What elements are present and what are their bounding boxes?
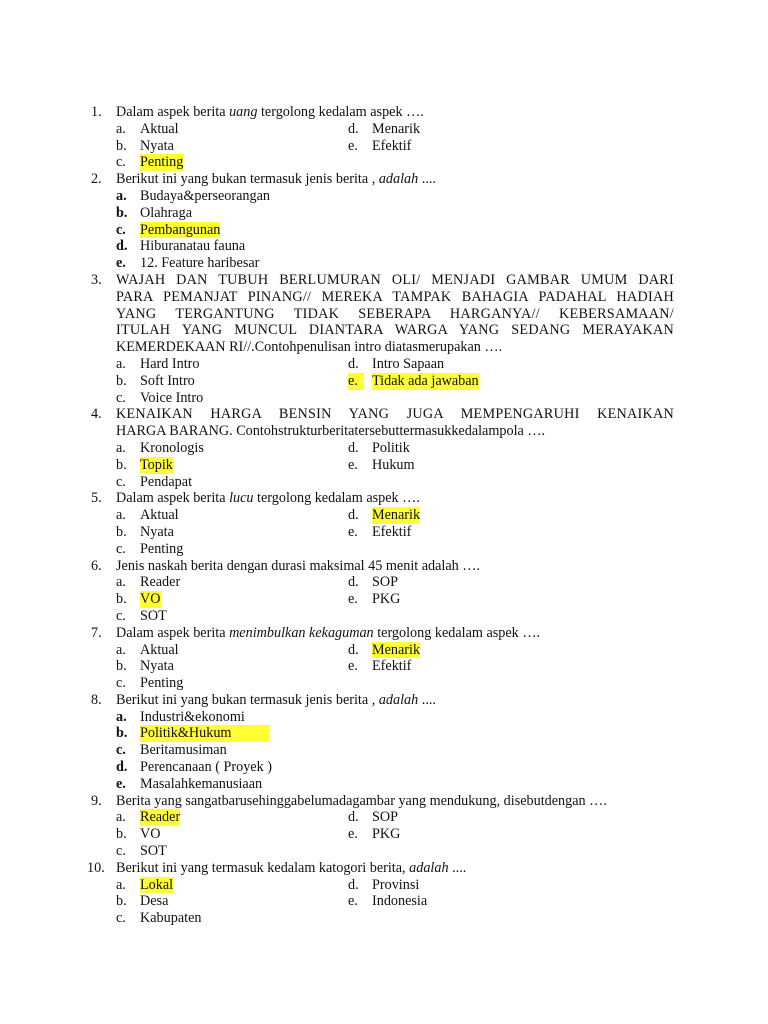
- option-letter: e.: [348, 591, 358, 608]
- options-row: [0, 877, 768, 894]
- question-1: [0, 104, 768, 121]
- option-letter: a.: [116, 355, 126, 372]
- option-letter: a.: [116, 574, 126, 591]
- question-number: 8.: [91, 691, 102, 708]
- option-letter: d.: [348, 120, 359, 137]
- question-text-part: Dalam aspek berita: [116, 104, 230, 120]
- option-text: Budaya&perseorangan: [140, 187, 271, 204]
- option-letter: b.: [116, 372, 127, 389]
- options-row: [0, 843, 768, 860]
- option-letter: a.: [116, 439, 126, 456]
- option-letter: d.: [348, 809, 359, 826]
- option-letter: d.: [348, 439, 359, 456]
- question-text: Berita yang sangatbarusehinggabelumadagambar yang mendukung, disebutdengan ….: [116, 792, 607, 809]
- question-text-row: [0, 306, 768, 323]
- options-row: [0, 541, 768, 558]
- question-text-part: menimbulkan kekaguman: [229, 624, 374, 641]
- question-2: [0, 171, 768, 188]
- question-text-row: [0, 339, 768, 356]
- option-letter: c.: [116, 540, 126, 557]
- question-text: [116, 104, 424, 121]
- option-letter: e.: [348, 893, 358, 910]
- options-row: [0, 524, 768, 541]
- option-text: Reader: [140, 574, 181, 591]
- option-text: Pendapat: [140, 473, 193, 490]
- question-9: [0, 793, 768, 810]
- question-text-line: KENAIKAN HARGA BENSIN YANG JUGA MEMPENGARUHI KENAIKAN: [116, 406, 674, 423]
- question-text-part: tergolong kedalam aspek ….: [253, 490, 420, 507]
- option-letter: b.: [116, 826, 127, 843]
- option-letter: d.: [348, 641, 359, 658]
- option-text: 12. Feature haribesar: [140, 255, 260, 272]
- options-row: [0, 205, 768, 222]
- question-8: [0, 692, 768, 709]
- option-text: SOP: [372, 574, 399, 591]
- option-text: Masalahkemanusiaan: [140, 775, 263, 792]
- question-number: 3.: [91, 271, 102, 288]
- option-text: Kronologis: [140, 439, 204, 456]
- option-text: Beritamusiman: [140, 742, 227, 759]
- option-text: Nyata: [140, 137, 174, 154]
- option-text: Menarik: [372, 120, 421, 137]
- option-letter: c.: [116, 843, 126, 860]
- option-letter: e.: [116, 255, 126, 272]
- options-row: [0, 222, 768, 239]
- question-text-row: [0, 289, 768, 306]
- highlighted-answer: Menarik: [372, 507, 421, 524]
- question-text-line: ITULAH YANG MUNCUL DIANTARA WARGA YANG SEDANG MERAYAKAN: [116, 322, 674, 339]
- options-row: [0, 809, 768, 826]
- option-letter: b.: [116, 658, 127, 675]
- question-text-line: HARGA BARANG. Contohstrukturberitatersebuttermasukkedalampola ….: [116, 423, 546, 440]
- question-text-part: Dalam aspek berita: [116, 624, 230, 641]
- question-number: 9.: [91, 792, 102, 809]
- question-text-row: [0, 423, 768, 440]
- options-row: [0, 776, 768, 793]
- options-row: [0, 742, 768, 759]
- question-number: 1.: [91, 104, 102, 120]
- option-text: PKG: [372, 591, 401, 608]
- options-row: [0, 390, 768, 407]
- question-7: [0, 625, 768, 642]
- option-text: Nyata: [140, 523, 174, 540]
- option-letter: c.: [116, 221, 126, 238]
- question-text-part: adalah: [378, 691, 419, 708]
- question-text-part: uang: [229, 104, 258, 120]
- option-letter: b.: [116, 591, 127, 608]
- question-text-part: Berikut ini yang termasuk kedalam katogori berita,: [116, 859, 410, 876]
- option-letter: c.: [116, 675, 126, 692]
- option-text: VO: [140, 826, 161, 843]
- option-letter: e.: [116, 775, 126, 792]
- question-number: 2.: [91, 171, 102, 188]
- option-text: Perencanaan ( Proyek ): [140, 759, 272, 776]
- question-text-part: adalah: [378, 171, 419, 188]
- option-text: Efektif: [372, 523, 412, 540]
- options-row: [0, 675, 768, 692]
- option-letter: b.: [116, 137, 127, 154]
- question-number: 10.: [87, 859, 105, 876]
- option-text: Indonesia: [372, 893, 428, 910]
- option-text: Provinsi: [372, 876, 420, 893]
- question-text-part: tergolong kedalam aspek ….: [373, 624, 541, 641]
- options-row: [0, 255, 768, 272]
- option-text: Nyata: [140, 658, 174, 675]
- option-text: Penting: [140, 675, 184, 692]
- question-text-part: ....: [418, 171, 436, 188]
- highlighted-answer: Tidak ada jawaban: [372, 372, 479, 389]
- option-text: Hard Intro: [140, 355, 200, 372]
- option-letter: e.: [348, 826, 358, 843]
- option-letter: d.: [348, 876, 359, 893]
- options-row: [0, 893, 768, 910]
- option-text: Efektif: [372, 658, 412, 675]
- question-text: [116, 171, 436, 188]
- question-4: [0, 406, 768, 423]
- option-letter: b.: [116, 204, 128, 221]
- question-text: [116, 692, 436, 709]
- option-text: Intro Sapaan: [372, 355, 445, 372]
- options-row: [0, 725, 768, 742]
- highlighted-answer: VO: [140, 591, 161, 608]
- option-letter: b.: [116, 725, 128, 742]
- option-text: Hukum: [372, 456, 415, 473]
- option-letter: a.: [116, 641, 126, 658]
- option-text: Industri&ekonomi: [140, 708, 245, 725]
- option-letter: e.: [348, 137, 358, 154]
- question-text-line: KEMERDEKAAN RI//.Contohpenulisan intro diatasmerupakan ….: [116, 339, 503, 356]
- question-list: [0, 104, 768, 927]
- option-text: SOP: [372, 809, 399, 826]
- options-row: [0, 188, 768, 205]
- options-row: [0, 154, 768, 171]
- option-letter: e.: [348, 658, 358, 675]
- option-letter: c.: [116, 389, 126, 406]
- question-text-part: tergolong kedalam aspek ….: [257, 104, 424, 120]
- highlighted-answer: Menarik: [372, 641, 421, 658]
- option-letter: a.: [116, 876, 126, 893]
- question-number: 6.: [91, 557, 102, 574]
- option-letter: d.: [348, 507, 359, 524]
- option-letter: c.: [116, 607, 126, 624]
- highlighted-answer: Reader: [140, 809, 181, 826]
- option-letter: a.: [116, 809, 126, 826]
- option-letter: e.: [348, 373, 364, 390]
- option-text: Aktual: [140, 507, 179, 524]
- options-row: [0, 474, 768, 491]
- question-text: [116, 625, 540, 642]
- option-letter: e.: [348, 523, 358, 540]
- question-6: [0, 558, 768, 575]
- options-row: [0, 759, 768, 776]
- options-row: [0, 658, 768, 675]
- options-row: [0, 642, 768, 659]
- options-row: [0, 507, 768, 524]
- options-row: [0, 826, 768, 843]
- highlighted-answer: Lokal: [140, 876, 174, 893]
- option-text: Aktual: [140, 641, 179, 658]
- option-letter: c.: [116, 473, 126, 490]
- option-letter: a.: [116, 187, 127, 204]
- option-letter: d.: [348, 355, 359, 372]
- question-10: [0, 860, 768, 877]
- option-letter: b.: [116, 893, 127, 910]
- question-3: [0, 272, 768, 289]
- highlighted-answer: Topik: [140, 456, 173, 473]
- question-text-line: PARA PEMANJAT PINANG// MEREKA TAMPAK BAHAGIA PADAHAL HADIAH: [116, 288, 674, 305]
- options-row: [0, 608, 768, 625]
- question-text-part: lucu: [229, 490, 254, 507]
- option-letter: a.: [116, 120, 126, 137]
- question-text-line: YANG TERGANTUNG TIDAK SEBERAPA HARGANYA// KEBERSAMAAN/: [116, 305, 674, 322]
- options-row: [0, 138, 768, 155]
- option-letter: e.: [348, 456, 358, 473]
- question-5: [0, 490, 768, 507]
- options-row: [0, 373, 768, 390]
- question-text-part: ....: [448, 859, 467, 876]
- option-letter: a.: [116, 708, 127, 725]
- option-text: Kabupaten: [140, 910, 202, 927]
- options-row: [0, 440, 768, 457]
- option-letter: a.: [116, 507, 126, 524]
- option-text: SOT: [140, 607, 167, 624]
- highlighted-answer: Politik&Hukum: [140, 725, 269, 742]
- question-text-part: Dalam aspek berita: [116, 490, 230, 507]
- option-letter: c.: [116, 742, 126, 759]
- options-row: [0, 238, 768, 255]
- options-row: [0, 591, 768, 608]
- option-letter: b.: [116, 456, 127, 473]
- question-text-row: [0, 322, 768, 339]
- option-text: Politik: [372, 439, 410, 456]
- option-letter: d.: [116, 238, 128, 255]
- option-text: Desa: [140, 893, 169, 910]
- option-text: PKG: [372, 826, 401, 843]
- option-text: SOT: [140, 843, 167, 860]
- question-text: Jenis naskah berita dengan durasi maksimal 45 menit adalah ….: [116, 557, 481, 574]
- option-letter: c.: [116, 154, 126, 171]
- question-number: 4.: [91, 406, 102, 423]
- question-text-part: ....: [418, 691, 436, 708]
- question-text-part: Berikut ini yang bukan termasuk jenis berita ,: [116, 171, 379, 188]
- option-text: Efektif: [372, 137, 412, 154]
- option-text: Penting: [140, 540, 184, 557]
- options-row: [0, 356, 768, 373]
- question-number: 7.: [91, 624, 102, 641]
- highlighted-answer: Pembangunan: [140, 221, 221, 238]
- option-letter: d.: [348, 574, 359, 591]
- question-number: 5.: [91, 490, 102, 507]
- option-text: Soft Intro: [140, 372, 195, 389]
- option-letter: b.: [116, 523, 127, 540]
- options-row: [0, 574, 768, 591]
- question-text: [116, 490, 420, 507]
- question-text-part: adalah: [409, 859, 449, 876]
- question-text: [116, 860, 466, 877]
- question-text-part: Berikut ini yang bukan termasuk jenis berita ,: [116, 691, 379, 708]
- option-text: Voice Intro: [140, 389, 204, 406]
- option-text: Hiburanatau fauna: [140, 238, 246, 255]
- option-letter: c.: [116, 910, 126, 927]
- question-text-line: WAJAH DAN TUBUH BERLUMURAN OLI/ MENJADI GAMBAR UMUM DARI: [116, 271, 674, 288]
- options-row: [0, 121, 768, 138]
- option-text: Olahraga: [140, 204, 192, 221]
- options-row: [0, 457, 768, 474]
- option-text: Aktual: [140, 120, 179, 137]
- options-row: [0, 910, 768, 927]
- highlighted-answer: Penting: [140, 154, 184, 171]
- options-row: [0, 709, 768, 726]
- option-letter: d.: [116, 759, 128, 776]
